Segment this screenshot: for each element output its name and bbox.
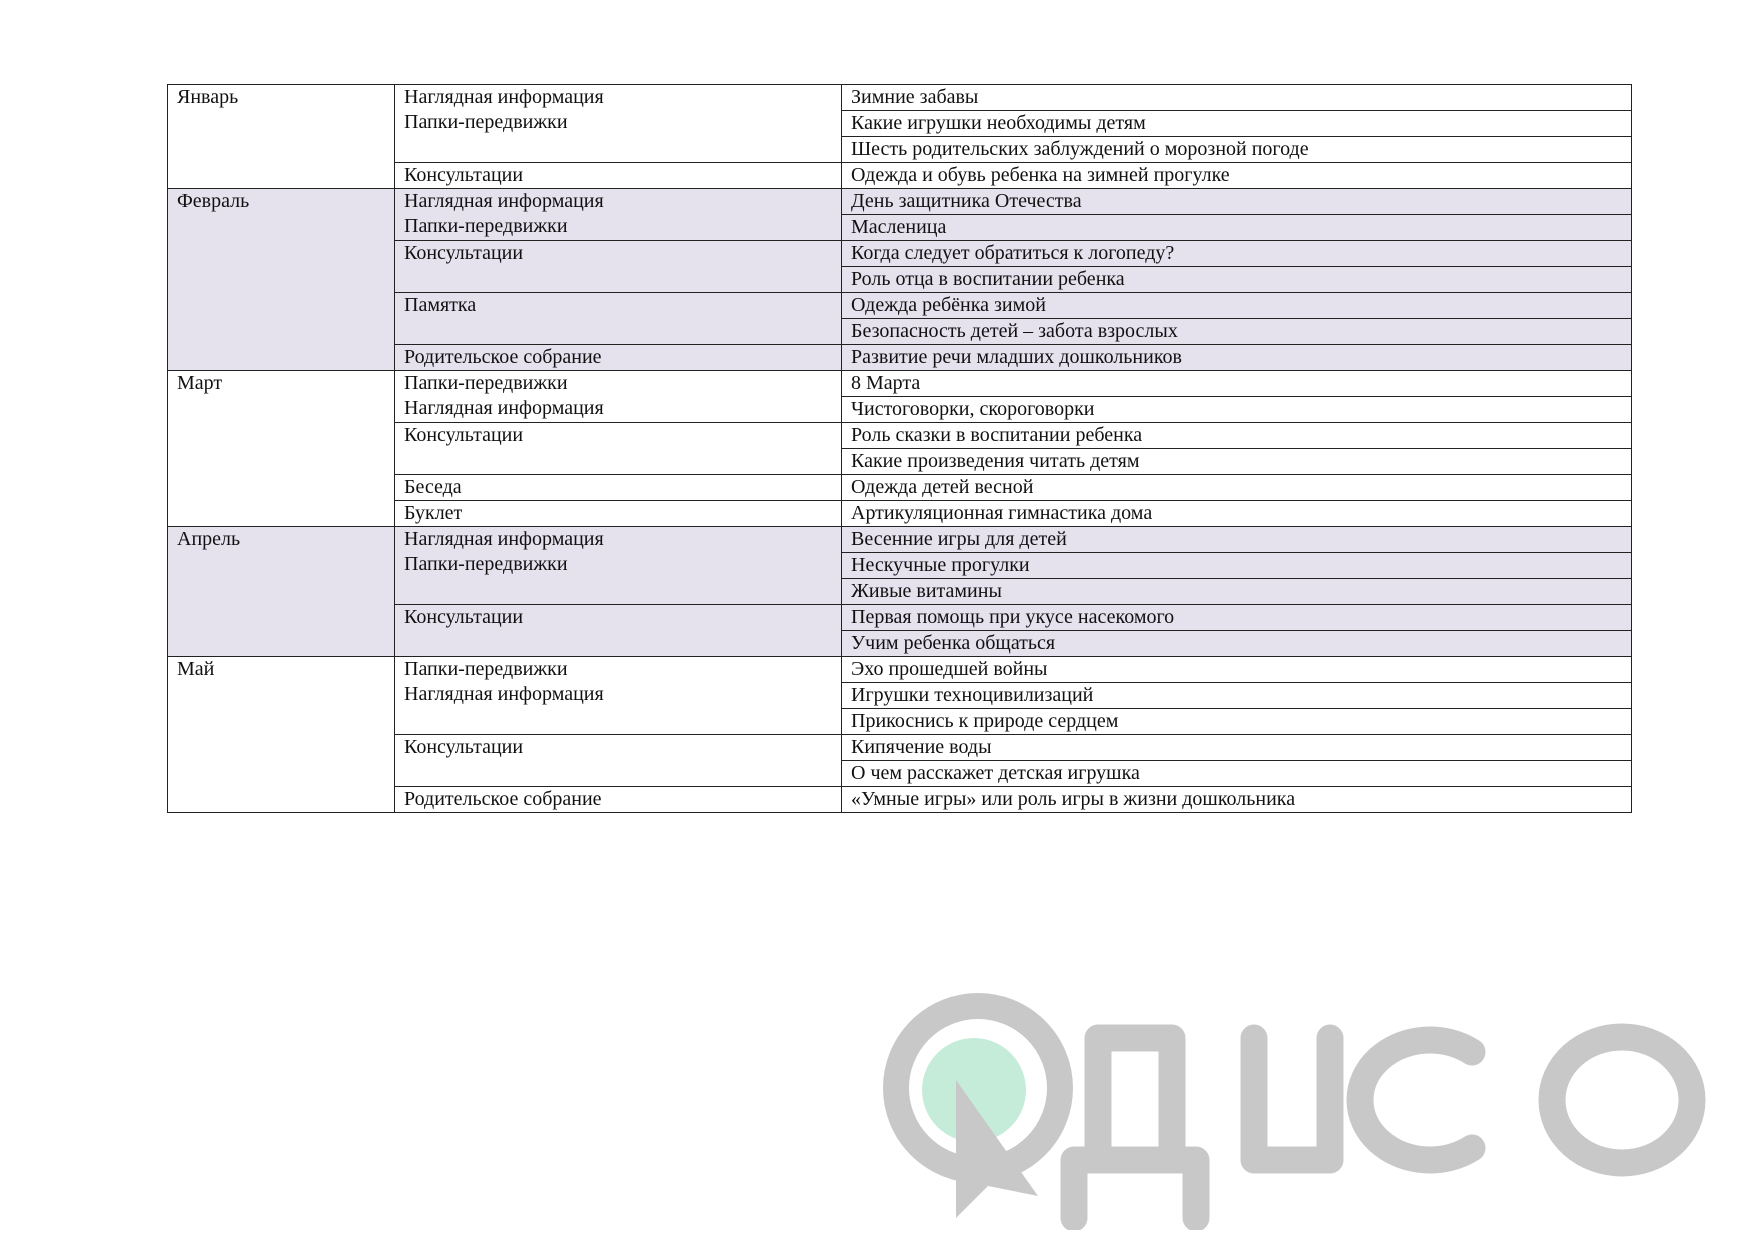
form-cell (395, 787, 842, 813)
form-cell (395, 85, 842, 163)
form-cell (395, 527, 842, 605)
month-cell: Май (168, 657, 395, 813)
form-cell (395, 371, 842, 423)
topic-cell: Весенние игры для детей (842, 527, 1632, 553)
form-label: Наглядная информация (404, 86, 604, 108)
logo-wordmark (1074, 1037, 1692, 1218)
topic-cell: О чем расскажет детская игрушка (842, 761, 1632, 787)
form-cell (395, 189, 842, 241)
watermark-logo (860, 990, 1730, 1230)
form-label: Папки-передвижки (404, 658, 568, 680)
form-cell (395, 501, 842, 527)
parent-work-plan-table (167, 84, 1632, 813)
topic-cell: Безопасность детей – забота взрослых (842, 319, 1632, 345)
table-row (168, 527, 1632, 553)
form-label: Папки-передвижки (404, 553, 568, 575)
month-cell: Март (168, 371, 395, 527)
form-cell (395, 605, 842, 657)
table-row (168, 371, 1632, 397)
topic-cell: Развитие речи младших дошкольников (842, 345, 1632, 371)
form-label: Родительское собрание (404, 788, 602, 810)
topic-cell: День защитника Отечества (842, 189, 1632, 215)
topic-cell: Одежда и обувь ребенка на зимней прогулке (842, 163, 1632, 189)
topic-cell: Учим ребенка общаться (842, 631, 1632, 657)
form-label: Консультации (404, 606, 524, 628)
form-cell (395, 657, 842, 735)
topic-cell: Эхо прошедшей войны (842, 657, 1632, 683)
topic-cell: «Умные игры» или роль игры в жизни дошкольника (842, 787, 1632, 813)
month-cell: Февраль (168, 189, 395, 371)
form-label: Буклет (404, 502, 463, 524)
topic-cell: Какие произведения читать детям (842, 449, 1632, 475)
table-row (168, 85, 1632, 111)
form-cell (395, 423, 842, 475)
topic-cell: 8 Марта (842, 371, 1632, 397)
form-label: Консультации (404, 164, 524, 186)
form-cell (395, 475, 842, 501)
plan-table-body (168, 85, 1632, 813)
topic-cell: Артикуляционная гимнастика дома (842, 501, 1632, 527)
topic-cell: Одежда детей весной (842, 475, 1632, 501)
topic-cell: Прикоснись к природе сердцем (842, 709, 1632, 735)
form-label: Наглядная информация (404, 528, 604, 550)
logo-brand-text: ДИСО (860, 990, 863, 991)
topic-cell: Роль сказки в воспитании ребенка (842, 423, 1632, 449)
topic-cell: Чистоговорки, скороговорки (842, 397, 1632, 423)
topic-cell: Живые витамины (842, 579, 1632, 605)
form-label: Папки-передвижки (404, 215, 568, 237)
form-label: Памятка (404, 294, 477, 316)
form-cell (395, 293, 842, 345)
topic-cell: Нескучные прогулки (842, 553, 1632, 579)
form-label: Наглядная информация (404, 190, 604, 212)
topic-cell: Шесть родительских заблуждений о морозной погоде (842, 137, 1632, 163)
form-label: Наглядная информация (404, 397, 604, 419)
form-cell (395, 163, 842, 189)
form-label: Консультации (404, 424, 524, 446)
table-row (168, 657, 1632, 683)
form-cell (395, 735, 842, 787)
form-label: Консультации (404, 242, 524, 264)
topic-cell: Кипячение воды (842, 735, 1632, 761)
table-row (168, 189, 1632, 215)
form-label: Беседа (404, 476, 462, 498)
topic-cell: Роль отца в воспитании ребенка (842, 267, 1632, 293)
form-label: Родительское собрание (404, 346, 602, 368)
form-label: Папки-передвижки (404, 372, 568, 394)
form-cell (395, 345, 842, 371)
form-label: Консультации (404, 736, 524, 758)
month-cell: Январь (168, 85, 395, 189)
topic-cell: Когда следует обратиться к логопеду? (842, 241, 1632, 267)
topic-cell: Масленица (842, 215, 1632, 241)
topic-cell: Зимние забавы (842, 85, 1632, 111)
form-label: Папки-передвижки (404, 111, 568, 133)
logo-cursor-icon (896, 1006, 1060, 1218)
month-cell: Апрель (168, 527, 395, 657)
form-cell (395, 241, 842, 293)
topic-cell: Первая помощь при укусе насекомого (842, 605, 1632, 631)
form-label: Наглядная информация (404, 683, 604, 705)
topic-cell: Игрушки техноцивилизаций (842, 683, 1632, 709)
topic-cell: Одежда ребёнка зимой (842, 293, 1632, 319)
topic-cell: Какие игрушки необходимы детям (842, 111, 1632, 137)
